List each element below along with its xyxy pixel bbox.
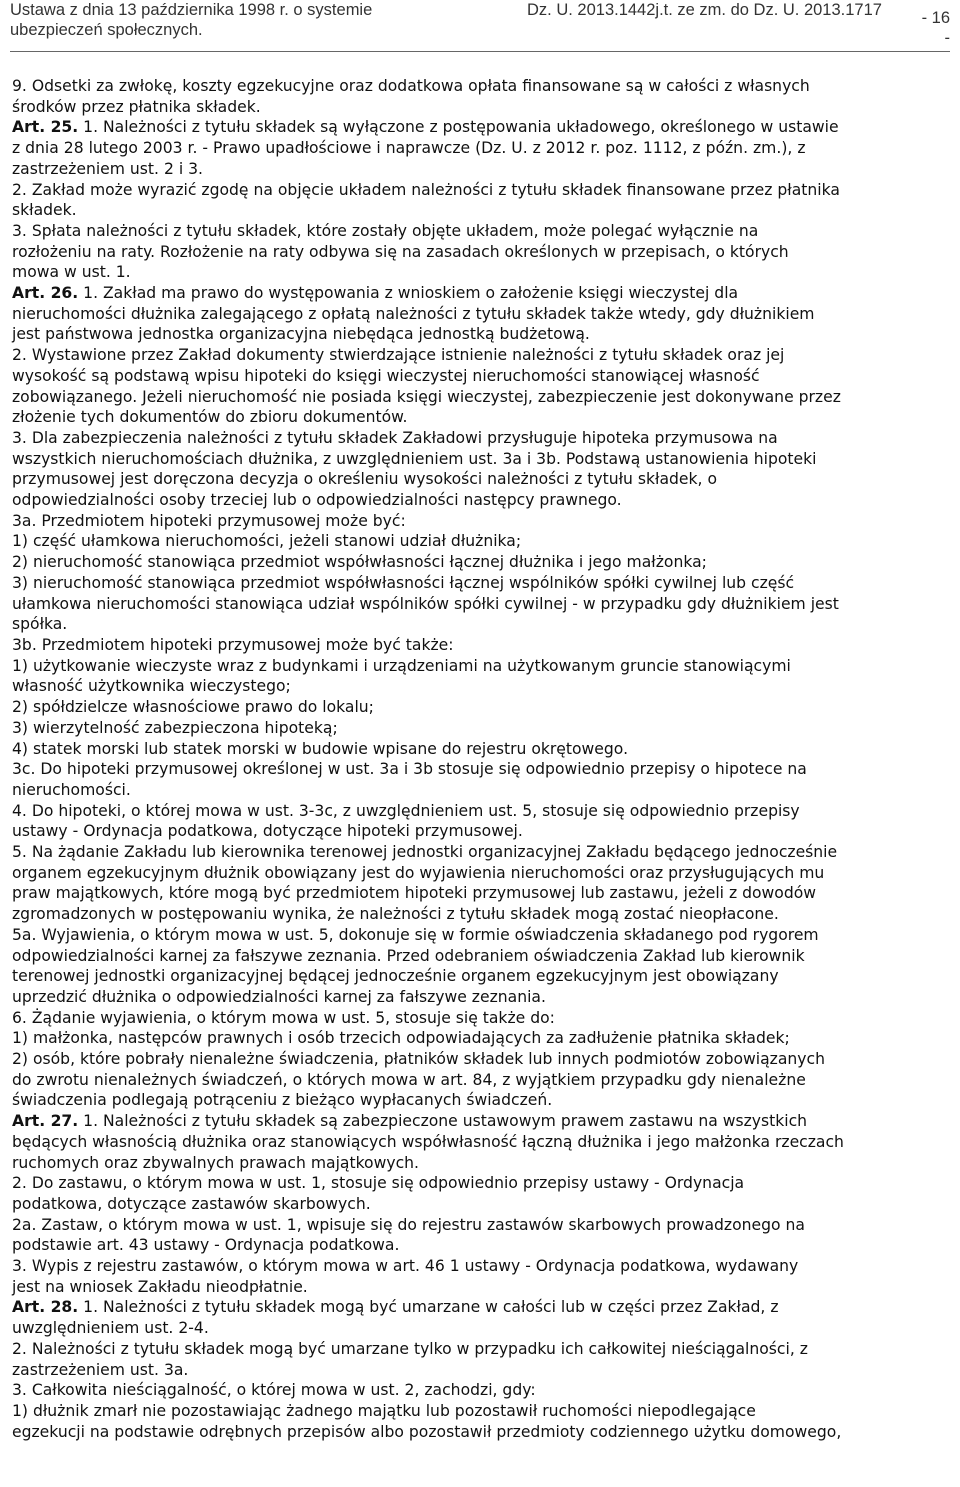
paragraph-text: 2) osób, które pobrały nienależne świadczenia, płatników składek lub innych podmiotów zobowiązanych do zwrotu nienależnych świadczeń, o których mowa w art. 84, z wyjątkiem przypadku gdy nienależne świadczenia podlegają potrąceniu z bieżąco wypłacanych świadczeń.	[12, 1050, 825, 1110]
paragraph-text: 2. Wystawione przez Zakład dokumenty stwierdzające istnienie należności z tytułu składek oraz jej wysokość są podstawą wpisu hipoteki do księgi wieczystej nieruchomości stanowiącej własność zobowiązanego. Jeżeli nieruchomość nie posiada księgi wieczystej, zabezpieczenie jest dokonywane przez złożenie tych dokumentów do zbioru dokumentów.	[12, 346, 841, 427]
paragraph	[12, 283, 952, 345]
paragraph-text: 2. Zakład może wyrazić zgodę na objęcie układem należności z tytułu składek finansowane przez płatnika składek.	[12, 180, 840, 220]
document-body	[12, 76, 952, 1442]
paragraph-text: 2a. Zastaw, o którym mowa w ust. 1, wpisuje się do rejestru zastawów skarbowych prowadzonego na podstawie art. 43 ustawy - Ordynacja podatkowa.	[12, 1215, 805, 1255]
article-number: Art. 27.	[12, 1112, 79, 1131]
paragraph-text: 2. Należności z tytułu składek mogą być umarzane tylko w przypadku ich całkowitej nieściągalności, z zastrzeżeniem ust. 3a.	[12, 1339, 808, 1379]
paragraph	[12, 345, 952, 428]
paragraph	[12, 718, 952, 739]
paragraph-text: 3a. Przedmiotem hipoteki przymusowej może być:	[12, 511, 406, 530]
paragraph	[12, 1008, 952, 1029]
paragraph-text: 9. Odsetki za zwłokę, koszty egzekucyjne oraz dodatkowa opłata finansowane są w całości z własnych środków przez płatnika składek.	[12, 77, 810, 116]
paragraph-text: 2) spółdzielcze własnościowe prawo do lokalu;	[12, 698, 374, 717]
paragraph-text: 3) wierzytelność zabezpieczona hipoteką;	[12, 718, 338, 737]
paragraph	[12, 221, 952, 283]
paragraph	[12, 1256, 952, 1297]
paragraph	[12, 1215, 952, 1256]
paragraph	[12, 635, 952, 656]
paragraph	[12, 1380, 952, 1401]
paragraph	[12, 1111, 952, 1173]
paragraph	[12, 697, 952, 718]
paragraph-text: 2. Do zastawu, o którym mowa w ust. 1, stosuje się odpowiednio przepisy ustawy - Ordynacja podatkowa, dotyczące zastawów skarbowych.	[12, 1174, 745, 1213]
journal-reference: Dz. U. 2013.1442j.t. ze zm. do Dz. U. 2013.1717	[527, 1, 882, 19]
paragraph	[12, 739, 952, 760]
paragraph	[12, 511, 952, 532]
paragraph	[12, 180, 952, 221]
paragraph-text: 1) małżonka, następców prawnych i osób trzecich odpowiadających za zadłużenie płatnika składek;	[12, 1029, 790, 1048]
paragraph-text: 5. Na żądanie Zakładu lub kierownika terenowej jednostki organizacyjnej Zakładu będącego jednocześnie organem egzekucyjnym dłużnik obowiązany jest do wyjawienia nieruchomości oraz przysługujących mu praw majątkowych, które mogą być przedmiotem hipoteki przymusowej lub zastawu, jeżeli z dowodów zgromadzonych w postępowaniu wynika, że należności z tytułu składek mogą zostać nieopłacone.	[12, 843, 838, 924]
paragraph	[12, 759, 952, 800]
paragraph-text: 1. Należności z tytułu składek mogą być umarzane w całości lub w części przez Zakład, z uwzględnieniem ust. 2-4.	[12, 1298, 779, 1338]
paragraph-text: 1) część ułamkowa nieruchomości, jeżeli stanowi udział dłużnika;	[12, 532, 522, 551]
act-title: Ustawa z dnia 13 października 1998 r. o systemie ubezpieczeń społecznych.	[10, 1, 373, 39]
paragraph	[12, 1173, 952, 1214]
paragraph	[12, 925, 952, 1008]
paragraph	[12, 552, 952, 573]
paragraph	[12, 76, 952, 117]
paragraph	[12, 801, 952, 842]
paragraph-text: 6. Żądanie wyjawienia, o którym mowa w ust. 5, stosuje się także do:	[12, 1008, 555, 1027]
paragraph-text: 3) nieruchomość stanowiąca przedmiot współwłasności łącznej wspólników spółki cywilnej lub część ułamkowa nieruchomości stanowiąca udział wspólników spółki cywilnej - w przypadku gdy dłużnikiem jest spółka.	[12, 573, 839, 634]
page-header	[0, 0, 960, 56]
page-number: - 16 -	[921, 9, 950, 47]
paragraph	[12, 531, 952, 552]
paragraph-text: 3c. Do hipoteki przymusowej określonej w ust. 3a i 3b stosuje się odpowiednio przepisy o hipotece na nieruchomości.	[12, 760, 807, 799]
paragraph-text: 1) użytkowanie wieczyste wraz z budynkami i urządzeniami na użytkowanym gruncie stanowiącymi własność użytkownika wieczystego;	[12, 656, 791, 696]
paragraph	[12, 842, 952, 925]
article-number: Art. 26.	[12, 284, 79, 303]
paragraph-text: 1. Zakład ma prawo do występowania z wnioskiem o założenie księgi wieczystej dla nieruchomości dłużnika zalegającego z opłatą należności z tytułu składek także wtedy, gdy dłużnikiem jest państwowa jednostka organizacyjna niebędąca jednostką budżetową.	[12, 284, 815, 344]
paragraph-text: 3. Spłata należności z tytułu składek, które zostały objęte układem, może polegać wyłącznie na rozłożeniu na raty. Rozłożenie na raty odbywa się na zasadach określonych w przepisach, o których mowa w ust. 1.	[12, 221, 789, 282]
paragraph-text: 3. Całkowita nieściągalność, o której mowa w ust. 2, zachodzi, gdy:	[12, 1381, 536, 1400]
paragraph-text: 1. Należności z tytułu składek są wyłączone z postępowania układowego, określonego w ustawie z dnia 28 lutego 2003 r. - Prawo upadłościowe i naprawcze (Dz. U. z 2012 r. poz. 1112, z późn. zm.), z zastrzeżeniem ust. 2 i 3.	[12, 118, 839, 178]
paragraph	[12, 1401, 952, 1442]
paragraph-text: 3b. Przedmiotem hipoteki przymusowej może być także:	[12, 635, 454, 654]
paragraph	[12, 428, 952, 511]
paragraph	[12, 117, 952, 179]
paragraph	[12, 1049, 952, 1111]
paragraph	[12, 1297, 952, 1338]
paragraph-text: 4. Do hipoteki, o której mowa w ust. 3-3c, z uwzględnieniem ust. 5, stosuje się odpowiednio przepisy ustawy - Ordynacja podatkowa, dotyczące hipoteki przymusowej.	[12, 801, 800, 841]
header-divider	[10, 51, 950, 52]
paragraph-text: 2) nieruchomość stanowiąca przedmiot współwłasności łącznej dłużnika i jego małżonka;	[12, 553, 707, 572]
article-number: Art. 28.	[12, 1298, 79, 1317]
article-number: Art. 25.	[12, 118, 79, 137]
paragraph	[12, 1339, 952, 1380]
paragraph-text: 4) statek morski lub statek morski w budowie wpisane do rejestru okrętowego.	[12, 739, 629, 758]
paragraph	[12, 1028, 952, 1049]
paragraph-text: 3. Wypis z rejestru zastawów, o którym mowa w art. 46 1 ustawy - Ordynacja podatkowa, wydawany jest na wniosek Zakładu nieodpłatnie.	[12, 1257, 799, 1296]
paragraph-text: 5a. Wyjawienia, o którym mowa w ust. 5, dokonuje się w formie oświadczenia składanego pod rygorem odpowiedzialności karnej za fałszywe zeznania. Przed odebraniem oświadczenia Zakład lub kierownik terenowej jednostki organizacyjnej będącej jednocześnie organem egzekucyjnym jest obowiązany uprzedzić dłużnika o odpowiedzialności karnej za fałszywe zeznania.	[12, 925, 819, 1006]
paragraph	[12, 573, 952, 635]
paragraph-text: 3. Dla zabezpieczenia należności z tytułu składek Zakładowi przysługuje hipoteka przymusowa na wszystkich nieruchomościach dłużnika, z uwzględnieniem ust. 3a i 3b. Podstawą ustanowienia hipoteki przymusowej jest doręczona decyzja o określeniu wysokości należności z tytułu składek, o odpowiedzialności osoby trzeciej lub o odpowiedzialności następcy prawnego.	[12, 428, 817, 510]
paragraph-text: 1. Należności z tytułu składek są zabezpieczone ustawowym prawem zastawu na wszystkich będących własnością dłużnika oraz stanowiących współwłasność łączną dłużnika i jego małżonka rzeczach ruchomych oraz zbywalnych prawach majątkowych.	[12, 1112, 844, 1172]
paragraph-text: 1) dłużnik zmarł nie pozostawiając żadnego majątku lub pozostawił ruchomości niepodlegające egzekucji na podstawie odrębnych przepisów albo pozostawił przedmioty codziennego użytku domowego,	[12, 1402, 842, 1441]
paragraph	[12, 656, 952, 697]
